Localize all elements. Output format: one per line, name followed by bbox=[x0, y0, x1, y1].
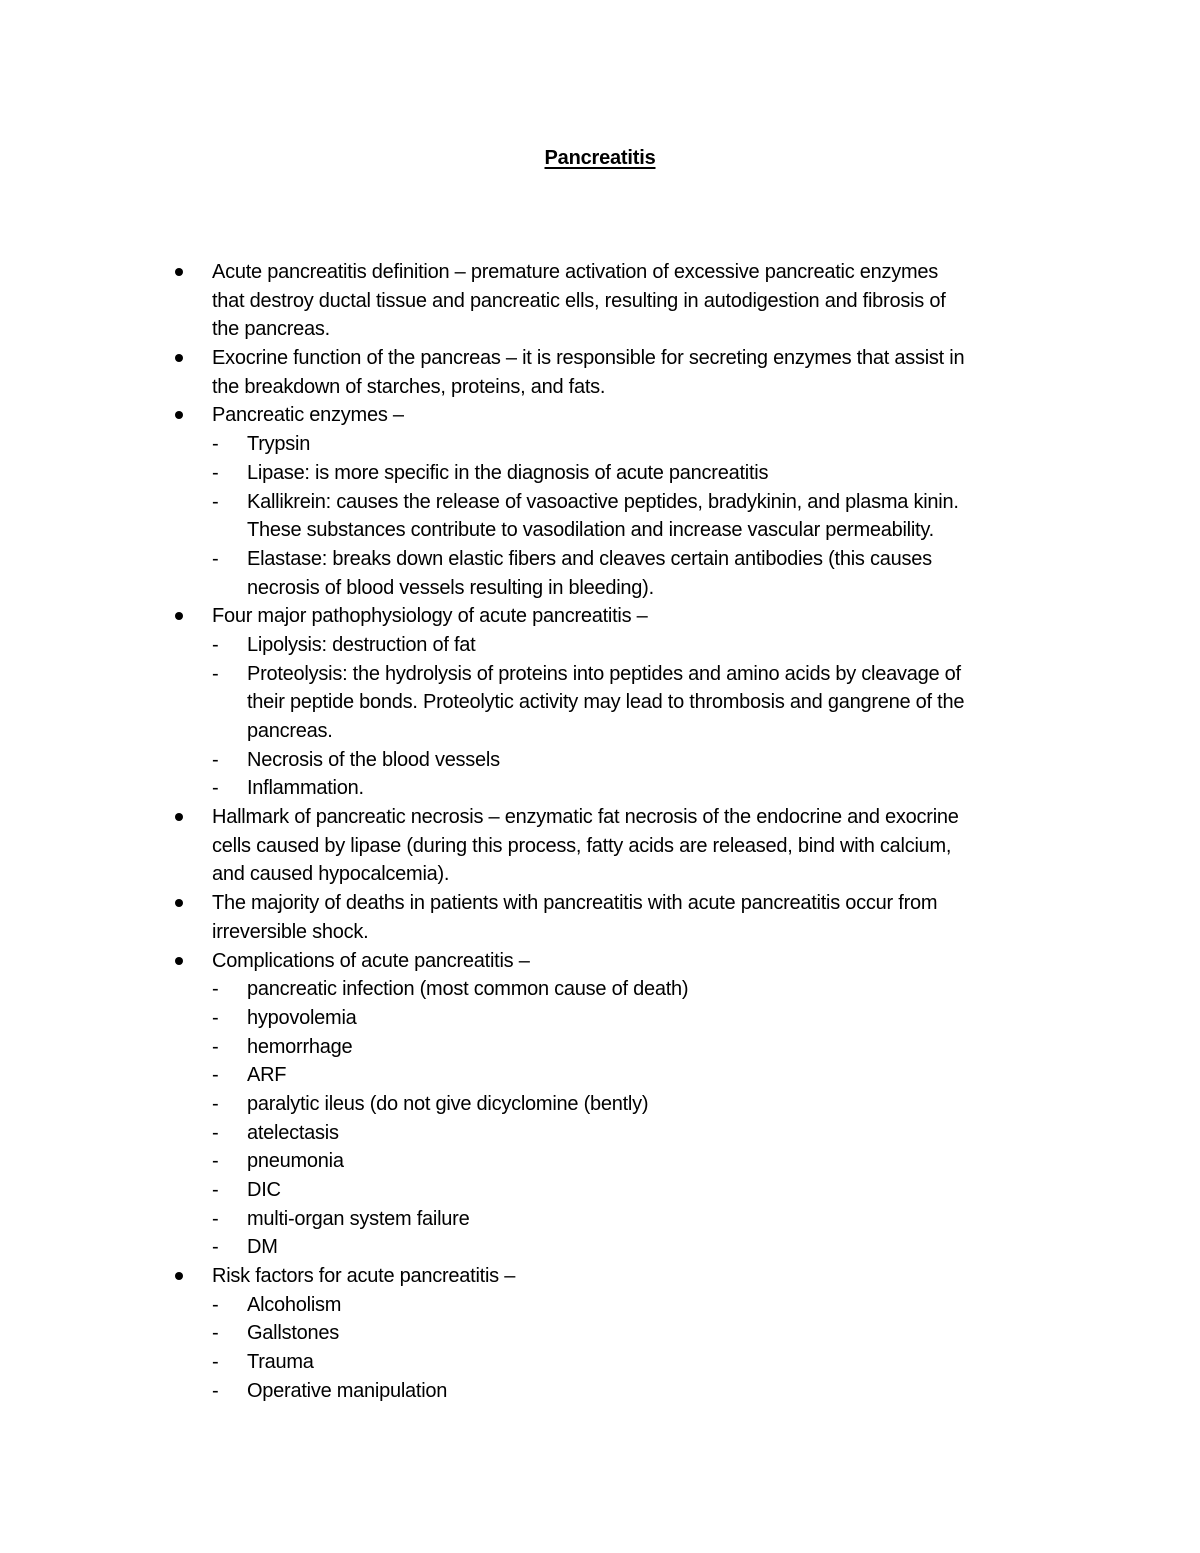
sub-item-line bbox=[0, 660, 1200, 689]
dash-bullet-icon: - bbox=[212, 633, 219, 656]
list-item-text: irreversible shock. bbox=[212, 920, 369, 943]
sub-item-line bbox=[0, 975, 1200, 1004]
list-item bbox=[0, 602, 1200, 803]
sub-item-line bbox=[0, 1147, 1200, 1176]
dash-bullet-icon: - bbox=[212, 1207, 219, 1230]
sub-item-line bbox=[0, 1233, 1200, 1262]
sub-item-line bbox=[0, 631, 1200, 660]
sub-item-text: Kallikrein: causes the release of vasoactive peptides, bradykinin, and plasma kinin. bbox=[247, 490, 959, 513]
list-item-text: Exocrine function of the pancreas – it is responsible for secreting enzymes that assist in bbox=[212, 347, 965, 370]
list-item bbox=[0, 1262, 1200, 1405]
dash-bullet-icon: - bbox=[212, 547, 219, 570]
dash-bullet-icon: - bbox=[212, 461, 219, 484]
sub-item-text: hemorrhage bbox=[247, 1035, 353, 1058]
sub-item-text: pancreas. bbox=[247, 720, 333, 742]
dash-bullet-icon: - bbox=[212, 978, 219, 1001]
bullet-icon bbox=[175, 268, 183, 276]
sub-item-text: Lipolysis: destruction of fat bbox=[247, 633, 476, 656]
sub-item-text: Gallstones bbox=[247, 1322, 339, 1345]
sub-item-text: Necrosis of the blood vessels bbox=[247, 748, 500, 771]
dash-bullet-icon: - bbox=[212, 748, 219, 771]
sub-item-text: Inflammation. bbox=[247, 777, 364, 800]
dash-bullet-icon: - bbox=[212, 1179, 219, 1201]
sub-item-text: pneumonia bbox=[247, 1150, 344, 1173]
page-title: Pancreatitis bbox=[544, 147, 656, 169]
bullet-icon bbox=[175, 957, 183, 965]
sub-item-text: paralytic ileus (do not give dicyclomine (bently) bbox=[247, 1092, 649, 1115]
list-item-text: Risk factors for acute pancreatitis – bbox=[212, 1265, 516, 1288]
list-item-line bbox=[0, 889, 1200, 918]
sub-item-text: Trauma bbox=[247, 1351, 314, 1374]
list-item-text: and caused hypocalcemia). bbox=[212, 863, 450, 886]
list-item bbox=[0, 889, 1200, 946]
dash-bullet-icon: - bbox=[212, 1064, 219, 1087]
sub-item-line bbox=[0, 688, 1200, 717]
list-item-text: Pancreatic enzymes – bbox=[212, 404, 404, 427]
sub-item-line bbox=[0, 1033, 1200, 1062]
dash-bullet-icon: - bbox=[212, 1092, 219, 1115]
dash-bullet-icon: - bbox=[212, 1150, 219, 1173]
dash-bullet-icon: - bbox=[212, 1351, 219, 1374]
bullet-icon bbox=[175, 813, 183, 821]
sub-item-text: necrosis of blood vessels resulting in bleeding). bbox=[247, 576, 654, 599]
list-item-text: Complications of acute pancreatitis – bbox=[212, 949, 530, 972]
sub-item-text: Elastase: breaks down elastic fibers and cleaves certain antibodies (this causes bbox=[247, 547, 932, 570]
dash-bullet-icon: - bbox=[212, 1006, 219, 1029]
sub-item-line bbox=[0, 1004, 1200, 1033]
sub-item-text: atelectasis bbox=[247, 1121, 339, 1144]
sub-item-text: hypovolemia bbox=[247, 1006, 357, 1029]
sub-item-line bbox=[0, 1377, 1200, 1406]
list-item bbox=[0, 803, 1200, 889]
list-item-text: The majority of deaths in patients with pancreatitis with acute pancreatitis occur from bbox=[212, 892, 938, 915]
list-item-line bbox=[0, 860, 1200, 889]
dash-bullet-icon: - bbox=[212, 777, 219, 800]
sub-item-line bbox=[0, 1205, 1200, 1234]
list-item-text: the pancreas. bbox=[212, 318, 330, 341]
sub-item-line bbox=[0, 1061, 1200, 1090]
sub-item-line bbox=[0, 1119, 1200, 1148]
list-item-line bbox=[0, 401, 1200, 430]
sub-item-line bbox=[0, 545, 1200, 574]
sub-item-line bbox=[0, 430, 1200, 459]
dash-bullet-icon: - bbox=[212, 1236, 219, 1259]
sub-item-line bbox=[0, 488, 1200, 517]
sub-item-line bbox=[0, 1090, 1200, 1119]
sub-item-line bbox=[0, 1176, 1200, 1205]
sub-item-line bbox=[0, 574, 1200, 603]
sub-item-line bbox=[0, 717, 1200, 746]
sub-item-line bbox=[0, 1348, 1200, 1377]
list-item-text: Four major pathophysiology of acute pancreatitis – bbox=[212, 605, 648, 628]
list-item bbox=[0, 344, 1200, 401]
sub-item-text: Operative manipulation bbox=[247, 1379, 448, 1402]
list-item-line bbox=[0, 832, 1200, 861]
list-item-text: Hallmark of pancreatic necrosis – enzymatic fat necrosis of the endocrine and exocrine bbox=[212, 806, 959, 829]
sub-item-text: ARF bbox=[247, 1064, 287, 1087]
sub-item-line bbox=[0, 1319, 1200, 1348]
list-item-text: the breakdown of starches, proteins, and fats. bbox=[212, 375, 606, 398]
sub-item-text: Trypsin bbox=[247, 433, 311, 456]
bullet-icon bbox=[175, 899, 183, 907]
sub-item-text: Alcoholism bbox=[247, 1293, 342, 1316]
list-item-line bbox=[0, 947, 1200, 976]
sub-item-text: Proteolysis: the hydrolysis of proteins into peptides and amino acids by cleavage of bbox=[247, 662, 961, 685]
bullet-icon bbox=[175, 612, 183, 620]
list-item bbox=[0, 947, 1200, 1263]
sub-item-text: Lipase: is more specific in the diagnosis of acute pancreatitis bbox=[247, 461, 769, 484]
list-item-text: that destroy ductal tissue and pancreatic ells, resulting in autodigestion and fibrosis of bbox=[212, 289, 946, 312]
bullet-list bbox=[0, 258, 1200, 1406]
bullet-icon bbox=[175, 354, 183, 362]
bullet-icon bbox=[175, 411, 183, 419]
dash-bullet-icon: - bbox=[212, 1293, 219, 1316]
sub-item-line bbox=[0, 459, 1200, 488]
list-item-line bbox=[0, 602, 1200, 631]
list-item-line bbox=[0, 373, 1200, 402]
list-item-line bbox=[0, 315, 1200, 344]
sub-item-line bbox=[0, 774, 1200, 803]
dash-bullet-icon: - bbox=[212, 490, 219, 513]
dash-bullet-icon: - bbox=[212, 1379, 219, 1402]
list-item bbox=[0, 258, 1200, 344]
sub-item-text: pancreatic infection (most common cause of death) bbox=[247, 978, 689, 1001]
list-item-line bbox=[0, 1262, 1200, 1291]
sub-item-text: their peptide bonds. Proteolytic activity may lead to thrombosis and gangrene of the bbox=[247, 691, 965, 714]
list-item-line bbox=[0, 258, 1200, 287]
list-item-text: Acute pancreatitis definition – premature activation of excessive pancreatic enzymes bbox=[212, 261, 939, 283]
bullet-icon bbox=[175, 1272, 183, 1280]
list-item-line bbox=[0, 287, 1200, 316]
sub-item-line bbox=[0, 516, 1200, 545]
list-item-line bbox=[0, 344, 1200, 373]
list-item bbox=[0, 401, 1200, 602]
dash-bullet-icon: - bbox=[212, 433, 219, 456]
sub-item-text: These substances contribute to vasodilation and increase vascular permeability. bbox=[247, 519, 934, 542]
list-item-line bbox=[0, 803, 1200, 832]
list-item-line bbox=[0, 918, 1200, 947]
sub-item-text: DIC bbox=[247, 1179, 281, 1201]
sub-item-line bbox=[0, 1291, 1200, 1320]
dash-bullet-icon: - bbox=[212, 1322, 219, 1345]
dash-bullet-icon: - bbox=[212, 1035, 219, 1058]
dash-bullet-icon: - bbox=[212, 662, 219, 685]
sub-item-line bbox=[0, 746, 1200, 775]
sub-item-text: multi-organ system failure bbox=[247, 1207, 470, 1230]
sub-item-text: DM bbox=[247, 1236, 278, 1259]
dash-bullet-icon: - bbox=[212, 1121, 219, 1144]
list-item-text: cells caused by lipase (during this process, fatty acids are released, bind with calcium, bbox=[212, 834, 952, 857]
